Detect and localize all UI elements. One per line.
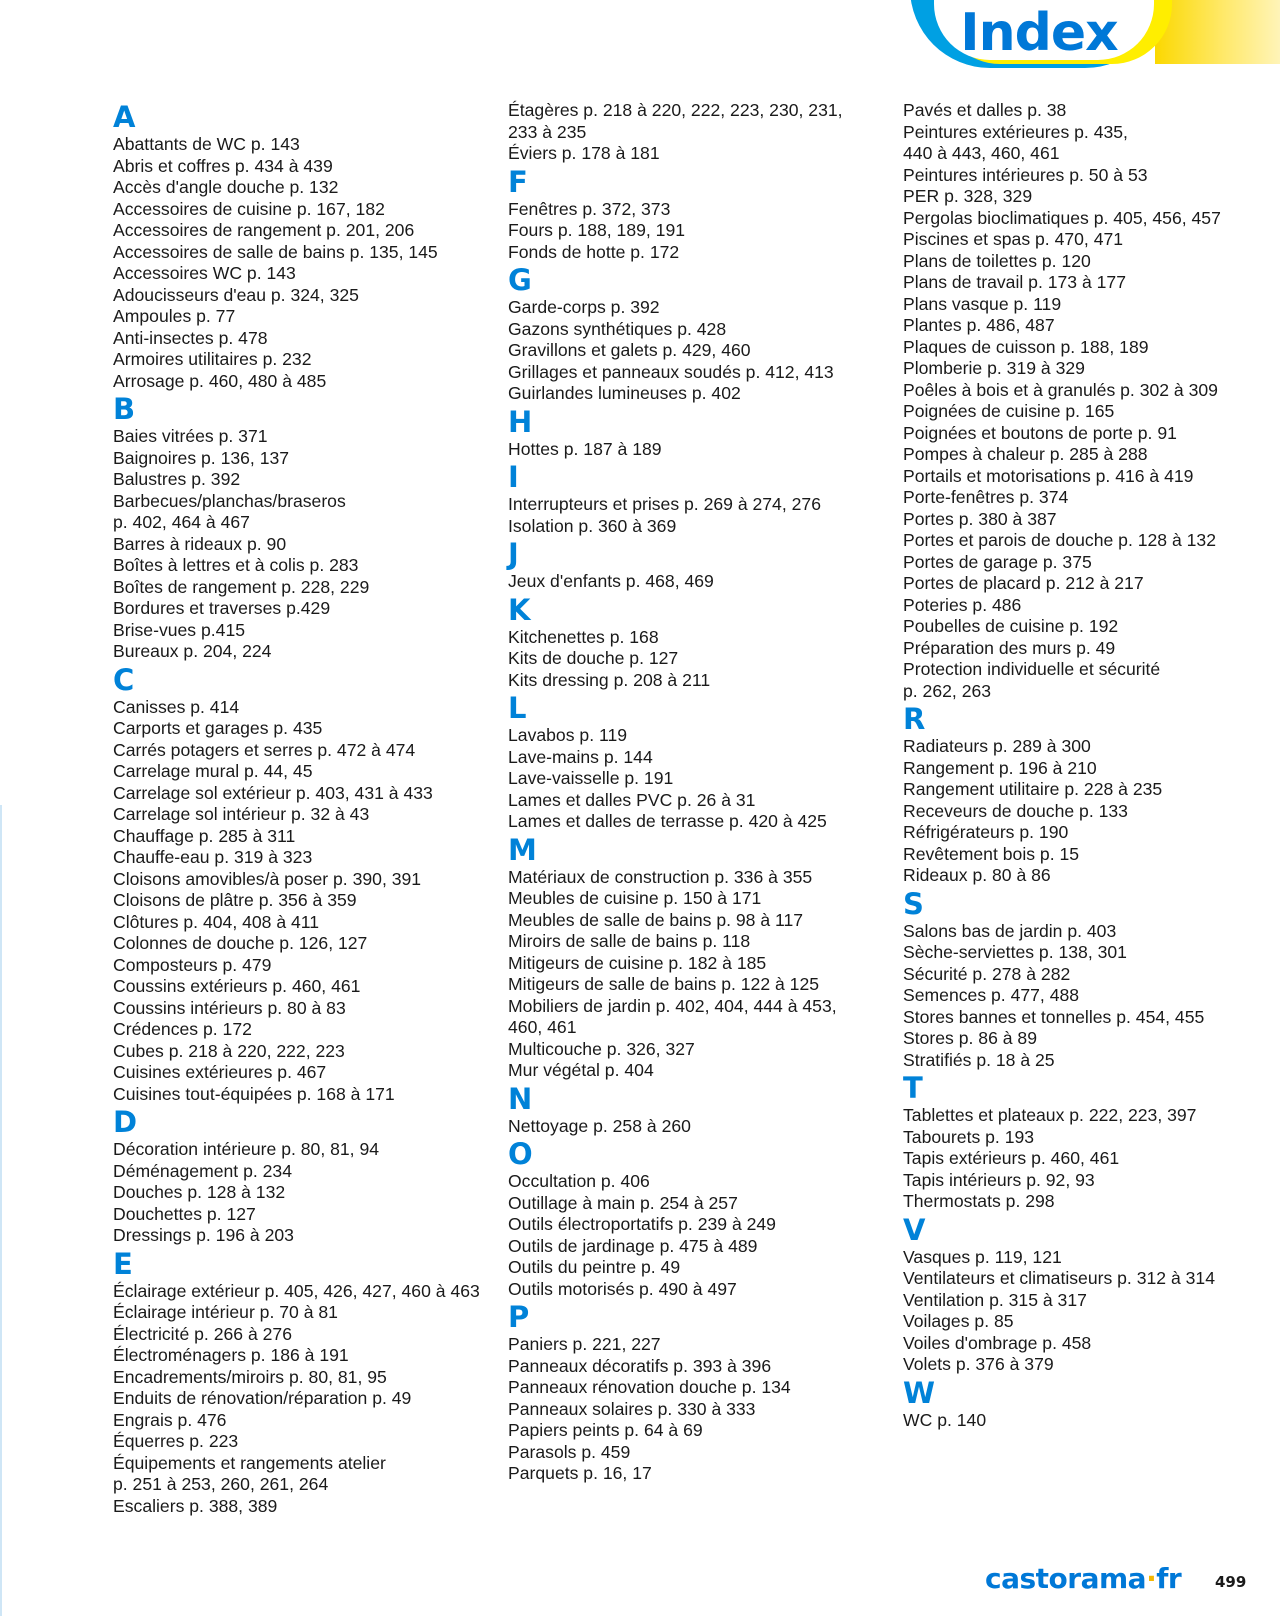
index-entry: Meubles de salle de bains p. 98 à 117 — [508, 909, 804, 930]
index-entry: Anti-insectes p. 478 — [113, 327, 268, 348]
index-letter-section — [508, 405, 888, 461]
index-entry: Tapis intérieurs p. 92, 93 — [903, 1169, 1095, 1190]
index-entry: Voiles d'ombrage p. 458 — [903, 1332, 1092, 1353]
index-entry: Abris et coffres p. 434 à 439 — [113, 155, 333, 176]
index-entry: Carrés potagers et serres p. 472 à 474 — [113, 739, 416, 760]
page-number: 499 — [1215, 1573, 1247, 1591]
index-entry: Engrais p. 476 — [113, 1409, 227, 1430]
index-entry: Volets p. 376 à 379 — [903, 1354, 1054, 1374]
index-entry: Rideaux p. 80 à 86 — [903, 865, 1051, 885]
index-entry: Chauffage p. 285 à 311 — [113, 825, 296, 846]
section-letter-heading: W — [903, 1375, 935, 1410]
index-entry: Portes et parois de douche p. 128 à 132 — [903, 530, 1217, 550]
index-letter-section — [903, 887, 1280, 1072]
index-entry: Receveurs de douche p. 133 — [903, 800, 1128, 821]
index-entry: Bureaux p. 204, 224 — [113, 641, 272, 661]
index-letter-section — [508, 1082, 888, 1138]
index-letter-section — [508, 1137, 888, 1300]
index-entry: Outils motorisés p. 490 à 497 — [508, 1278, 737, 1299]
index-entry: Portes de garage p. 375 — [903, 551, 1092, 572]
index-letter-section — [508, 833, 888, 1082]
index-entry: Canisses p. 414 — [113, 696, 240, 717]
index-entry: Nettoyage p. 258 à 260 — [508, 1115, 691, 1136]
index-entry: Portes p. 380 à 387 — [903, 508, 1057, 529]
index-entry: Peintures intérieures p. 50 à 53 — [903, 164, 1148, 185]
section-letter-heading: T — [903, 1071, 923, 1105]
index-entry: Poignées de cuisine p. 165 — [903, 401, 1115, 421]
section-letter-heading: D — [113, 1105, 138, 1139]
index-entry: Garde-corps p. 392 — [508, 297, 660, 317]
index-entry: Électroménagers p. 186 à 191 — [113, 1345, 349, 1365]
logo-dot: · — [1146, 1562, 1157, 1595]
index-entry: Ventilation p. 315 à 317 — [903, 1289, 1087, 1310]
index-letter-section — [508, 593, 888, 692]
index-letter-section — [508, 537, 888, 593]
index-entry: Poubelles de cuisine p. 192 — [903, 616, 1119, 636]
index-entry: Électricité p. 266 à 276 — [113, 1323, 292, 1344]
index-entry: Chauffe-eau p. 319 à 323 — [113, 847, 313, 867]
index-entry: Fonds de hotte p. 172 — [508, 241, 680, 262]
index-entry: Éclairage intérieur p. 70 à 81 — [113, 1302, 338, 1322]
index-entry: Vasques p. 119, 121 — [903, 1246, 1062, 1267]
index-entry: Radiateurs p. 289 à 300 — [903, 736, 1091, 756]
index-entry: Carrelage sol intérieur p. 32 à 43 — [113, 804, 370, 824]
index-entry: Salons bas de jardin p. 403 — [903, 920, 1117, 941]
index-letter-section — [508, 263, 888, 405]
index-entry: Réfrigérateurs p. 190 — [903, 822, 1069, 842]
index-entry: PER p. 328, 329 — [903, 186, 1033, 206]
index-letter-section — [903, 1376, 1280, 1432]
index-entry: Gravillons et galets p. 429, 460 — [508, 340, 751, 360]
index-entry: Kits de douche p. 127 — [508, 648, 679, 668]
index-entry: Matériaux de construction p. 336 à 355 — [508, 866, 813, 887]
index-entry: Mitigeurs de salle de bains p. 122 à 125 — [508, 974, 820, 994]
index-entry: Baies vitrées p. 371 — [113, 426, 268, 446]
index-entry: Enduits de rénovation/réparation p. 49 — [113, 1388, 412, 1408]
index-entry: Déménagement p. 234 — [113, 1160, 292, 1181]
index-entry: Carrelage sol extérieur p. 403, 431 à 433 — [113, 782, 433, 803]
index-entry: Colonnes de douche p. 126, 127 — [113, 933, 368, 953]
section-letter-heading: J — [508, 537, 519, 571]
index-entry: Pavés et dalles p. 38 — [903, 100, 1067, 120]
index-entry: Équipements et rangements atelier — [113, 1452, 386, 1473]
index-entry: Outils de jardinage p. 475 à 489 — [508, 1235, 758, 1256]
index-letter-section — [508, 165, 888, 264]
index-entry: Piscines et spas p. 470, 471 — [903, 229, 1124, 249]
index-entry: Portes de placard p. 212 à 217 — [903, 573, 1144, 593]
index-entry: Ventilateurs et climatiseurs p. 312 à 314 — [903, 1268, 1215, 1288]
index-entry: Rangement utilitaire p. 228 à 235 — [903, 779, 1163, 799]
index-letter-section — [113, 100, 493, 392]
index-entry: Fenêtres p. 372, 373 — [508, 198, 671, 219]
index-letter-section — [113, 663, 493, 1106]
header-yellow-band — [1155, 0, 1280, 64]
index-entry: Outillage à main p. 254 à 257 — [508, 1192, 738, 1213]
index-entry: Étagères p. 218 à 220, 222, 223, 230, 231, — [508, 100, 843, 120]
logo-main-text: castorama — [985, 1562, 1147, 1595]
castorama-logo[interactable] — [985, 1562, 1181, 1595]
index-entry: Accès d'angle douche p. 132 — [113, 177, 339, 197]
index-letter-section — [508, 100, 888, 165]
index-entry: Outils du peintre p. 49 — [508, 1257, 681, 1277]
index-entry: Lames et dalles de terrasse p. 420 à 425 — [508, 811, 827, 831]
index-entry: Crédences p. 172 — [113, 1019, 252, 1039]
index-letter-section — [508, 691, 888, 833]
index-entry: Plantes p. 486, 487 — [903, 315, 1055, 335]
index-entry: Tablettes et plateaux p. 222, 223, 397 — [903, 1105, 1197, 1125]
index-header-banner — [910, 0, 1280, 64]
index-entry: Kitchenettes p. 168 — [508, 626, 659, 647]
section-letter-heading: A — [113, 100, 136, 134]
index-entry: Accessoires de cuisine p. 167, 182 — [113, 198, 385, 219]
section-letter-heading: M — [508, 832, 537, 867]
index-entry: Outils électroportatifs p. 239 à 249 — [508, 1214, 776, 1234]
index-entry: Éclairage extérieur p. 405, 426, 427, 460 à 463 — [113, 1280, 480, 1301]
index-entry: Lames et dalles PVC p. 26 à 31 — [508, 789, 756, 810]
index-entry: Préparation des murs p. 49 — [903, 637, 1116, 658]
index-entry: Panneaux solaires p. 330 à 333 — [508, 1398, 756, 1419]
index-entry: Poignées et boutons de porte p. 91 — [903, 422, 1177, 443]
index-entry: Mitigeurs de cuisine p. 182 à 185 — [508, 952, 767, 973]
index-entry: Escaliers p. 388, 389 — [113, 1495, 278, 1516]
index-entry: Arrosage p. 460, 480 à 485 — [113, 370, 327, 391]
index-entry: Plomberie p. 319 à 329 — [903, 358, 1085, 378]
index-entry: Stores bannes et tonnelles p. 454, 455 — [903, 1006, 1205, 1027]
section-letter-heading: O — [508, 1137, 533, 1171]
index-entry: Accessoires de salle de bains p. 135, 145 — [113, 241, 438, 262]
section-letter-heading: E — [113, 1246, 133, 1281]
index-column-3 — [903, 100, 1280, 1431]
index-entry: Coussins extérieurs p. 460, 461 — [113, 976, 361, 996]
index-entry: Cuisines tout-équipées p. 168 à 171 — [113, 1083, 395, 1104]
section-letter-heading: C — [113, 662, 135, 697]
section-letter-heading: N — [508, 1081, 533, 1116]
section-letter-heading: L — [508, 691, 527, 725]
index-entry: Barbecues/planchas/braseros — [113, 490, 346, 511]
index-letter-section — [903, 1071, 1280, 1213]
index-entry: Boîtes à lettres et à colis p. 283 — [113, 555, 359, 575]
index-entry: WC p. 140 — [903, 1409, 987, 1430]
section-letter-heading: H — [508, 404, 533, 439]
section-letter-heading: G — [508, 263, 532, 297]
index-entry: Clôtures p. 404, 408 à 411 — [113, 911, 320, 932]
index-entry: Protection individuelle et sécurité — [903, 659, 1161, 679]
page-title: Index — [960, 3, 1118, 63]
index-entry: Thermostats p. 298 — [903, 1191, 1055, 1211]
logo-tld-text: fr — [1156, 1562, 1182, 1595]
index-entry: Mur végétal p. 404 — [508, 1060, 654, 1080]
section-letter-heading: R — [903, 702, 926, 736]
index-letter-section — [903, 100, 1280, 702]
index-letter-section — [903, 702, 1280, 887]
section-letter-heading: K — [508, 592, 531, 627]
index-entry: Cloisons amovibles/à poser p. 390, 391 — [113, 868, 422, 889]
index-entry: Plaques de cuisson p. 188, 189 — [903, 336, 1149, 357]
index-entry: Coussins intérieurs p. 80 à 83 — [113, 997, 346, 1018]
index-entry: Stratifiés p. 18 à 25 — [903, 1049, 1055, 1070]
index-entry: Boîtes de rangement p. 228, 229 — [113, 576, 370, 597]
index-letter-section — [508, 1300, 888, 1485]
index-entry: Pompes à chaleur p. 285 à 288 — [903, 444, 1148, 464]
index-entry: Parasols p. 459 — [508, 1441, 631, 1462]
index-entry: Tabourets p. 193 — [903, 1126, 1035, 1147]
index-entry: Poteries p. 486 — [903, 594, 1022, 615]
section-letter-heading: B — [113, 392, 136, 426]
index-entry: Isolation p. 360 à 369 — [508, 515, 677, 536]
index-entry: Occultation p. 406 — [508, 1171, 650, 1191]
index-entry: p. 402, 464 à 467 — [113, 512, 250, 532]
index-entry: Éviers p. 178 à 181 — [508, 143, 660, 163]
index-entry: Poêles à bois et à granulés p. 302 à 309 — [903, 379, 1218, 400]
index-entry: Accessoires WC p. 143 — [113, 263, 296, 283]
index-entry: Armoires utilitaires p. 232 — [113, 349, 312, 369]
index-entry: 233 à 235 — [508, 121, 587, 142]
index-entry: Barres à rideaux p. 90 — [113, 533, 287, 554]
index-entry: Semences p. 477, 488 — [903, 985, 1080, 1005]
section-letter-heading: S — [903, 886, 924, 921]
index-entry: Accessoires de rangement p. 201, 206 — [113, 220, 415, 240]
index-entry: p. 251 à 253, 260, 261, 264 — [113, 1474, 329, 1494]
index-entry: Cloisons de plâtre p. 356 à 359 — [113, 890, 357, 910]
index-entry: Carports et garages p. 435 — [113, 718, 323, 738]
section-letter-heading: V — [903, 1212, 926, 1247]
index-entry: Lavabos p. 119 — [508, 725, 628, 745]
index-column-1 — [113, 100, 493, 1517]
index-entry: Mobiliers de jardin p. 402, 404, 444 à 453, — [508, 995, 837, 1016]
index-entry: Ampoules p. 77 — [113, 306, 236, 326]
index-entry: Guirlandes lumineuses p. 402 — [508, 383, 741, 403]
index-letter-section — [113, 1105, 493, 1247]
index-entry: Bordures et traverses p.429 — [113, 598, 331, 618]
index-entry: Plans de travail p. 173 à 177 — [903, 272, 1127, 292]
index-entry: Panneaux décoratifs p. 393 à 396 — [508, 1355, 772, 1376]
index-entry: Lave-vaisselle p. 191 — [508, 768, 674, 788]
index-entry: Balustres p. 392 — [113, 469, 241, 489]
index-entry: Kits dressing p. 208 à 211 — [508, 669, 711, 690]
index-entry: Stores p. 86 à 89 — [903, 1028, 1037, 1048]
index-entry: 440 à 443, 460, 461 — [903, 143, 1060, 163]
index-entry: p. 262, 263 — [903, 680, 992, 701]
index-entry: Tapis extérieurs p. 460, 461 — [903, 1148, 1120, 1168]
index-letter-section — [903, 1213, 1280, 1376]
section-letter-heading: F — [508, 164, 528, 199]
index-entry: Adoucisseurs d'eau p. 324, 325 — [113, 284, 359, 305]
index-entry: Panneaux rénovation douche p. 134 — [508, 1377, 791, 1397]
index-entry: Douchettes p. 127 — [113, 1203, 256, 1224]
index-entry: Hottes p. 187 à 189 — [508, 438, 662, 459]
index-entry: Pergolas bioclimatiques p. 405, 456, 457 — [903, 207, 1221, 228]
index-entry: Encadrements/miroirs p. 80, 81, 95 — [113, 1366, 387, 1387]
index-entry: Baignoires p. 136, 137 — [113, 447, 290, 468]
index-entry: Équerres p. 223 — [113, 1431, 239, 1451]
index-entry: Plans de toilettes p. 120 — [903, 250, 1091, 271]
index-entry: Brise-vues p.415 — [113, 619, 246, 640]
index-entry: Meubles de cuisine p. 150 à 171 — [508, 888, 762, 908]
index-entry: Lave-mains p. 144 — [508, 746, 653, 767]
index-entry: Sécurité p. 278 à 282 — [903, 963, 1071, 984]
index-entry: Voilages p. 85 — [903, 1311, 1014, 1331]
index-entry: Fours p. 188, 189, 191 — [508, 220, 686, 240]
section-letter-heading: I — [508, 460, 519, 494]
index-entry: Peintures extérieures p. 435, — [903, 121, 1128, 142]
index-entry: Carrelage mural p. 44, 45 — [113, 761, 313, 781]
index-letter-section — [508, 460, 888, 537]
index-entry: Jeux d'enfants p. 468, 469 — [508, 571, 714, 591]
index-entry: Porte-fenêtres p. 374 — [903, 487, 1069, 507]
page-edge-strip — [0, 805, 2, 1616]
index-letter-section — [113, 392, 493, 663]
index-entry: Abattants de WC p. 143 — [113, 134, 300, 154]
index-entry: Plans vasque p. 119 — [903, 293, 1062, 314]
index-entry: Miroirs de salle de bains p. 118 — [508, 931, 751, 951]
index-letter-section — [113, 1247, 493, 1518]
index-entry: Sèche-serviettes p. 138, 301 — [903, 942, 1127, 962]
index-entry: Interrupteurs et prises p. 269 à 274, 276 — [508, 494, 821, 514]
index-entry: Gazons synthétiques p. 428 — [508, 318, 727, 339]
section-letter-heading: P — [508, 1300, 530, 1334]
index-entry: Paniers p. 221, 227 — [508, 1334, 661, 1354]
index-entry: Dressings p. 196 à 203 — [113, 1225, 294, 1245]
index-entry: Parquets p. 16, 17 — [508, 1463, 652, 1483]
index-entry: 460, 461 — [508, 1017, 577, 1037]
index-entry: Composteurs p. 479 — [113, 954, 272, 975]
index-entry: Cuisines extérieures p. 467 — [113, 1062, 327, 1082]
index-entry: Douches p. 128 à 132 — [113, 1182, 286, 1202]
index-entry: Rangement p. 196 à 210 — [903, 757, 1097, 778]
index-entry: Cubes p. 218 à 220, 222, 223 — [113, 1040, 345, 1061]
index-entry: Papiers peints p. 64 à 69 — [508, 1420, 703, 1440]
index-column-2 — [508, 100, 888, 1485]
index-entry: Revêtement bois p. 15 — [903, 843, 1080, 864]
index-entry: Portails et motorisations p. 416 à 419 — [903, 465, 1194, 486]
index-entry: Multicouche p. 326, 327 — [508, 1038, 695, 1059]
index-entry: Décoration intérieure p. 80, 81, 94 — [113, 1139, 380, 1159]
index-entry: Grillages et panneaux soudés p. 412, 413 — [508, 361, 834, 382]
